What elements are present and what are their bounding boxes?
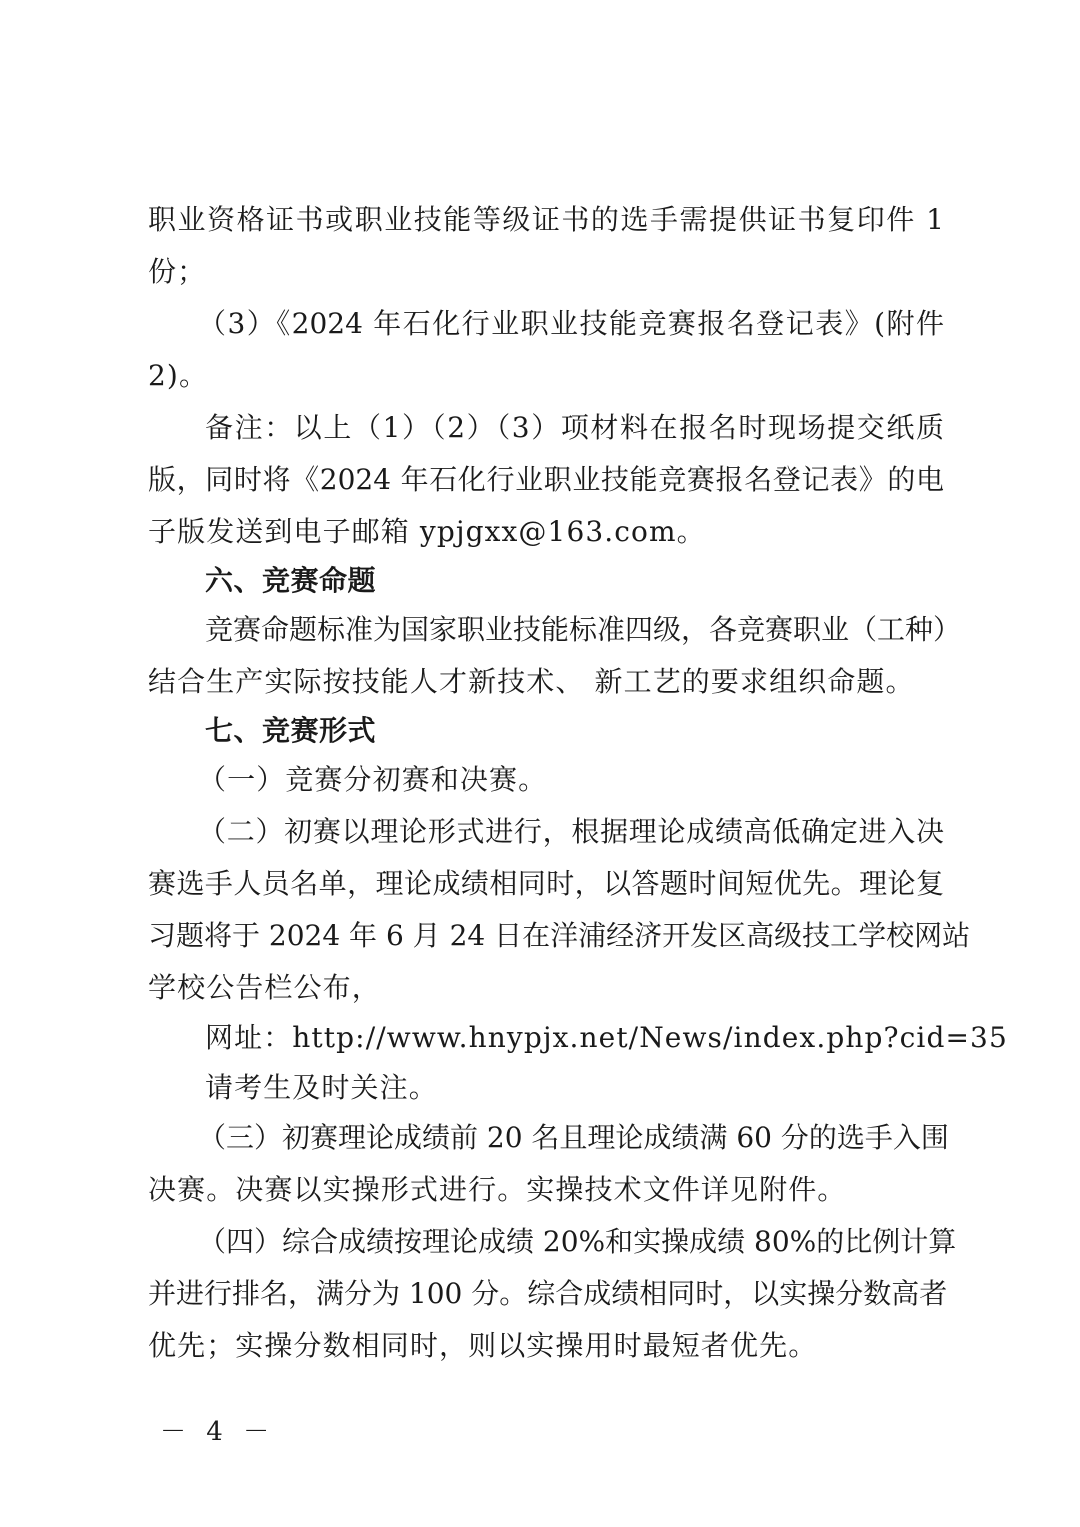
- paragraph-line: 优先；实操分数相同时，则以实操用时最短者优先。: [148, 1329, 818, 1362]
- paragraph-line: 2)。: [148, 359, 209, 392]
- list-item-3: （3）《2024 年石化行业职业技能竞赛报名登记表》(附件: [198, 307, 944, 340]
- list-item-3: （三）初赛理论成绩前 20 名且理论成绩满 60 分的选手入围: [198, 1121, 949, 1154]
- url-line: 网址：http://www.hnypjx.net/News/index.php?cid=35: [205, 1021, 1008, 1054]
- paragraph-line: 份；: [148, 255, 207, 288]
- paragraph-line: 竞赛命题标准为国家职业技能标准四级，各竞赛职业（工种）: [205, 613, 962, 646]
- paragraph-line: 职业资格证书或职业技能等级证书的选手需提供证书复印件 1: [148, 203, 944, 236]
- paragraph-line: 版，同时将《2024 年石化行业职业技能竞赛报名登记表》的电: [148, 463, 944, 496]
- email-line: 子版发送到电子邮箱 ypjgxx@163.com。: [148, 515, 706, 548]
- paragraph-line: 请考生及时关注。: [205, 1071, 438, 1104]
- note-paragraph: 备注：以上（1）（2）（3）项材料在报名时现场提交纸质: [205, 411, 944, 444]
- list-item-1: （一）竞赛分初赛和决赛。: [198, 763, 548, 796]
- section-heading-7: 七、竞赛形式: [205, 714, 377, 747]
- page-number: － 4 －: [160, 1417, 276, 1447]
- list-item-2: （二）初赛以理论形式进行，根据理论成绩高低确定进入决: [198, 815, 944, 848]
- paragraph-line: 决赛。决赛以实操形式进行。实操技术文件详见附件。: [148, 1173, 847, 1206]
- paragraph-line: 习题将于 2024 年 6 月 24 日在洋浦经济开发区高级技工学校网站: [148, 919, 971, 952]
- paragraph-line: 并进行排名，满分为 100 分。综合成绩相同时，以实操分数高者: [148, 1277, 948, 1310]
- section-heading-6: 六、竞赛命题: [205, 564, 377, 597]
- paragraph-line: 结合生产实际按技能人才新技术、 新工艺的要求组织命题。: [148, 665, 915, 698]
- paragraph-line: 赛选手人员名单，理论成绩相同时，以答题时间短优先。理论复: [148, 867, 944, 900]
- paragraph-line: 学校公告栏公布，: [148, 971, 381, 1004]
- list-item-4: （四）综合成绩按理论成绩 20%和实操成绩 80%的比例计算: [198, 1225, 957, 1258]
